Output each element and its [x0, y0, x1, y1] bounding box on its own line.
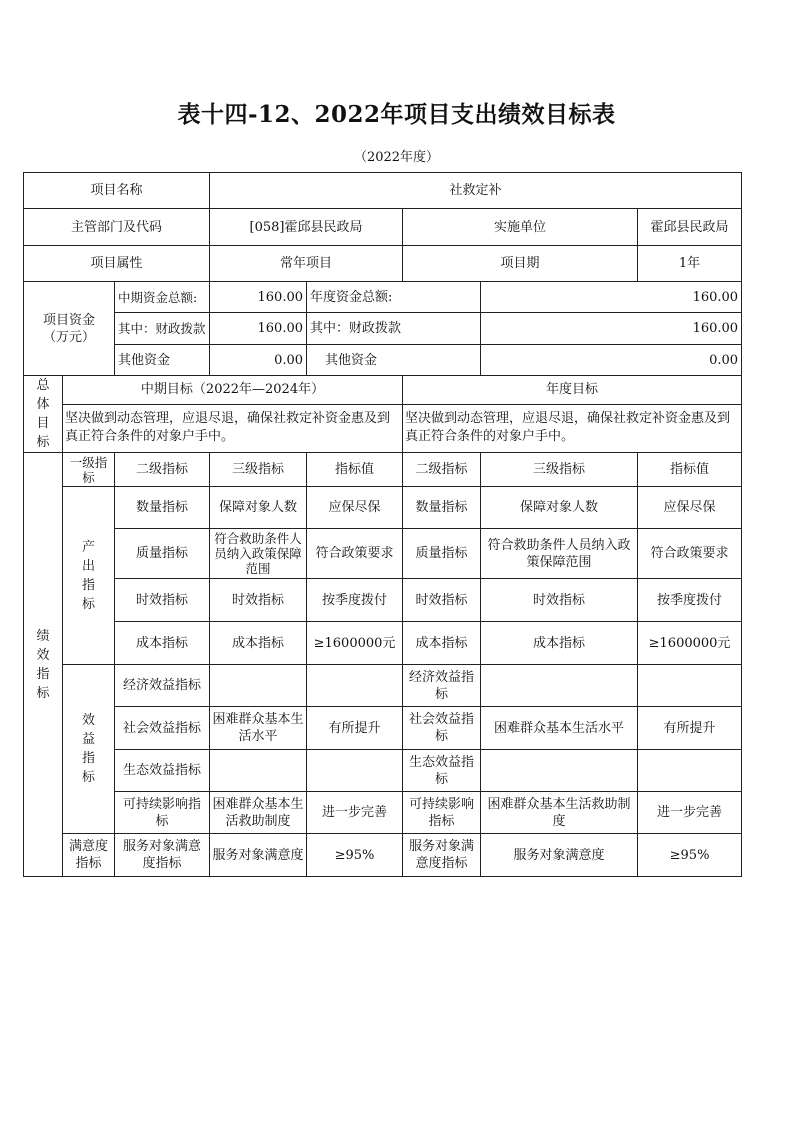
cell-l3: [210, 665, 307, 707]
performance-target-table: [23, 172, 742, 877]
cell-value-b: ≥95%: [638, 834, 742, 877]
mid-fiscal-value: 160.00: [210, 313, 307, 345]
cell-l3: 保障对象人数: [210, 487, 307, 529]
table-row: [24, 834, 742, 877]
header-level3-b: 三级指标: [481, 453, 638, 487]
mid-other-value: 0.00: [210, 345, 307, 376]
indicators-label: 绩 效 指 标: [24, 453, 63, 877]
cell-value: [307, 750, 403, 792]
cell-value: ≥95%: [307, 834, 403, 877]
project-name-value: 社救定补: [210, 173, 742, 209]
cell-l2-b: 时效指标: [403, 579, 481, 622]
cell-value-b: ≥1600000元: [638, 622, 742, 665]
cell-l3-b: 时效指标: [481, 579, 638, 622]
table-row: [24, 529, 742, 579]
year-goal-header: 年度目标: [403, 376, 742, 405]
cell-value-b: 按季度拨付: [638, 579, 742, 622]
cell-l2-b: 生态效益指标: [403, 750, 481, 792]
cell-l3: 困难群众基本生活水平: [210, 707, 307, 750]
table-row: [24, 792, 742, 834]
table-row: [24, 622, 742, 665]
dept-value: [058]霍邱县民政局: [210, 209, 403, 246]
cell-l2: 服务对象满意度指标: [115, 834, 210, 877]
mid-fiscal-label: 其中：财政拨款: [115, 313, 210, 345]
mid-goal-text: 坚决做到动态管理，应退尽退，确保社救定补资金惠及到真正符合条件的对象户手中。: [63, 404, 403, 452]
funds-label: 项目资金 （万元）: [24, 282, 115, 376]
group-satisfaction: 满意度 指标: [63, 834, 115, 877]
header-value: 指标值: [307, 453, 403, 487]
year-goal-text: 坚决做到动态管理，应退尽退，确保社救定补资金惠及到真正符合条件的对象户手中。: [403, 404, 742, 452]
cell-value-b: 应保尽保: [638, 487, 742, 529]
impl-value: 霍邱县民政局: [638, 209, 742, 246]
table-row: [24, 707, 742, 750]
row-funds-total: [24, 282, 742, 313]
cell-l3: 符合救助条件人员纳入政策保障范围: [210, 529, 307, 579]
header-level2: 二级指标: [115, 453, 210, 487]
mid-total-label: 中期资金总额:: [115, 282, 210, 313]
cell-l3-b: 成本指标: [481, 622, 638, 665]
row-goals-text: [24, 404, 742, 452]
cell-l2-b: 质量指标: [403, 529, 481, 579]
fiscal-year-subtitle: （2022年度）: [353, 150, 440, 165]
group-output: 产 出 指 标: [63, 487, 115, 665]
cell-l2-b: 社会效益指标: [403, 707, 481, 750]
header-level2-b: 二级指标: [403, 453, 481, 487]
project-name-label: 项目名称: [24, 173, 210, 209]
header-value-b: 指标值: [638, 453, 742, 487]
year-other-value: 0.00: [481, 345, 742, 376]
mid-total-value: 160.00: [210, 282, 307, 313]
cell-l3-b: [481, 750, 638, 792]
table-row: [24, 487, 742, 529]
cell-l3: 时效指标: [210, 579, 307, 622]
year-other-label: 其他资金: [307, 345, 481, 376]
row-attributes: [24, 246, 742, 282]
cell-l2: 可持续影响指标: [115, 792, 210, 834]
attr-value: 常年项目: [210, 246, 403, 282]
cell-l3-b: [481, 665, 638, 707]
cell-l3-b: 困难群众基本生活水平: [481, 707, 638, 750]
header-level3: 三级指标: [210, 453, 307, 487]
mid-other-label: 其他资金: [115, 345, 210, 376]
attr-label: 项目属性: [24, 246, 210, 282]
cell-value: 按季度拨付: [307, 579, 403, 622]
table-row: [24, 665, 742, 707]
table-row: [24, 579, 742, 622]
cell-value-b: [638, 750, 742, 792]
row-project-name: [24, 173, 742, 209]
cell-value-b: 进一步完善: [638, 792, 742, 834]
page-title: 表十四-12、2022年项目支出绩效目标表: [177, 101, 616, 128]
row-funds-fiscal: [24, 313, 742, 345]
cell-l2-b: 数量指标: [403, 487, 481, 529]
year-total-value: 160.00: [481, 282, 742, 313]
cell-l2-b: 成本指标: [403, 622, 481, 665]
cell-value: 符合政策要求: [307, 529, 403, 579]
row-goals-header: [24, 376, 742, 405]
cell-l2: 成本指标: [115, 622, 210, 665]
row-department: [24, 209, 742, 246]
cell-value: 进一步完善: [307, 792, 403, 834]
cell-l2: 经济效益指标: [115, 665, 210, 707]
cell-l3-b: 符合救助条件人员纳入政策保障范围: [481, 529, 638, 579]
impl-label: 实施单位: [403, 209, 638, 246]
row-funds-other: [24, 345, 742, 376]
cell-l3: 成本指标: [210, 622, 307, 665]
cell-value: [307, 665, 403, 707]
cell-value-b: 有所提升: [638, 707, 742, 750]
table-row: [24, 750, 742, 792]
group-benefit: 效 益 指 标: [63, 665, 115, 834]
cell-l2: 生态效益指标: [115, 750, 210, 792]
period-value: 1年: [638, 246, 742, 282]
cell-l2-b: 可持续影响指标: [403, 792, 481, 834]
cell-l3: 服务对象满意度: [210, 834, 307, 877]
cell-value: 应保尽保: [307, 487, 403, 529]
cell-l2: 时效指标: [115, 579, 210, 622]
cell-value-b: 符合政策要求: [638, 529, 742, 579]
dept-label: 主管部门及代码: [24, 209, 210, 246]
overall-goals-label: 总 体 目 标: [24, 376, 63, 453]
cell-l2: 社会效益指标: [115, 707, 210, 750]
year-fiscal-label: 其中：财政拨款: [307, 313, 481, 345]
year-fiscal-value: 160.00: [481, 313, 742, 345]
cell-l3: [210, 750, 307, 792]
cell-l2: 质量指标: [115, 529, 210, 579]
header-level1: 一级指标: [63, 453, 115, 487]
year-total-label: 年度资金总额:: [307, 282, 481, 313]
cell-l3-b: 保障对象人数: [481, 487, 638, 529]
cell-l2: 数量指标: [115, 487, 210, 529]
cell-value: ≥1600000元: [307, 622, 403, 665]
cell-l3-b: 困难群众基本生活救助制度: [481, 792, 638, 834]
period-label: 项目期: [403, 246, 638, 282]
cell-value: 有所提升: [307, 707, 403, 750]
cell-l3: 困难群众基本生活救助制度: [210, 792, 307, 834]
cell-l2-b: 经济效益指标: [403, 665, 481, 707]
mid-goal-header: 中期目标（2022年—2024年）: [63, 376, 403, 405]
cell-l3-b: 服务对象满意度: [481, 834, 638, 877]
row-indicators-header: [24, 453, 742, 487]
cell-l2-b: 服务对象满意度指标: [403, 834, 481, 877]
cell-value-b: [638, 665, 742, 707]
